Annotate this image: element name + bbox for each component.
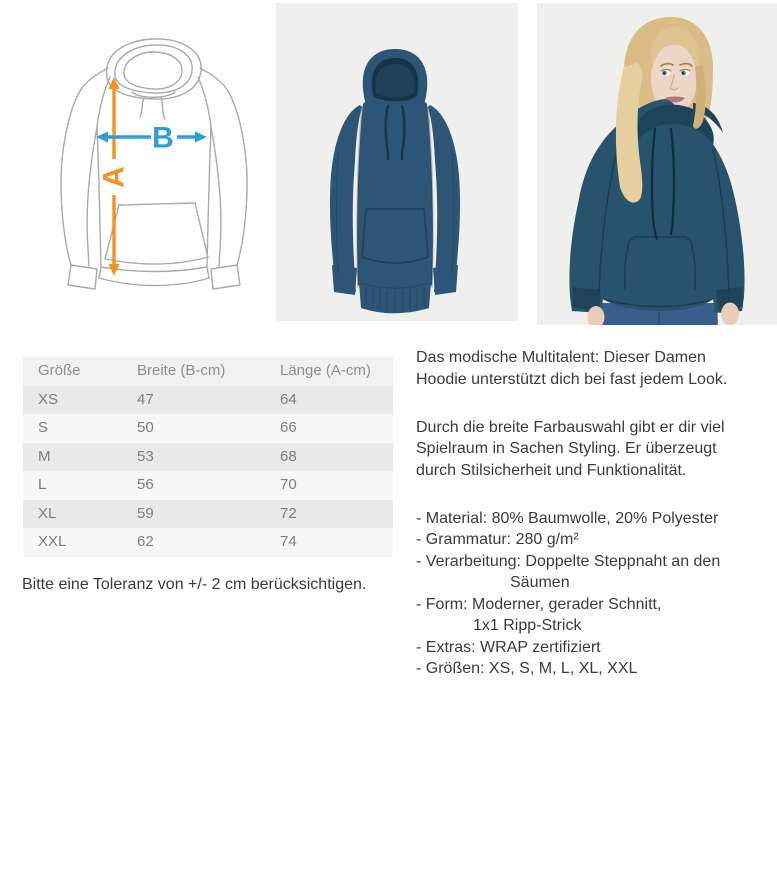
tolerance-note: Bitte eine Toleranz von +/- 2 cm berücksichtigen.: [22, 576, 367, 593]
length-arrowhead-top: [109, 77, 120, 89]
breite-cell: 50: [137, 419, 154, 436]
size-table: [23, 357, 393, 557]
size-diagram-image: [55, 35, 267, 293]
description-line: 1x1 Ripp-Strick: [473, 617, 582, 634]
description-line: Hoodie unterstützt dich bei fast jedem Look.: [416, 370, 728, 388]
size-row-l: [23, 471, 393, 500]
description-line: durch Stilsicherheit und Funktionalität.: [416, 461, 687, 479]
size-row-m: [23, 443, 393, 472]
size-row-xl: [23, 500, 393, 529]
hand-right: [721, 303, 739, 326]
size-cell: L: [38, 476, 47, 493]
description-line: Säumen: [510, 574, 570, 591]
breite-cell: 47: [137, 390, 154, 408]
size-cell: XL: [38, 504, 57, 522]
breite-cell: 53: [137, 447, 154, 465]
size-row-xxl: [23, 528, 393, 557]
length-label: A: [97, 166, 131, 188]
size-table-header: [23, 357, 393, 386]
laenge-cell: 68: [280, 447, 297, 465]
hoodie-outline-drawing: [55, 35, 267, 293]
laenge-cell: 72: [280, 504, 297, 522]
column-header-laenge: Länge (A-cm): [280, 362, 371, 379]
model-product-photo: [537, 3, 777, 325]
column-header-groesse: Größe: [38, 362, 81, 379]
breite-cell: 62: [137, 533, 154, 550]
size-cell: XXL: [38, 533, 67, 550]
column-header-breite: Breite (B-cm): [137, 362, 226, 379]
breite-cell: 59: [137, 504, 154, 522]
size-cell: XS: [38, 390, 59, 408]
description-line: Durch die breite Farbauswahl gibt er dir viel: [416, 418, 725, 436]
laenge-cell: 70: [280, 476, 297, 493]
size-row-xs: [23, 386, 393, 415]
description-line: - Größen: XS, S, M, L, XL, XXL: [416, 660, 638, 677]
description-line: - Form: Moderner, gerader Schnitt,: [416, 595, 662, 613]
size-cell: S: [38, 419, 49, 436]
width-label: B: [152, 121, 174, 155]
laenge-cell: 66: [280, 419, 297, 436]
length-arrow: [98, 77, 131, 276]
description-line: - Material: 80% Baumwolle, 20% Polyester: [416, 509, 719, 527]
breite-cell: 56: [137, 476, 154, 493]
paragraph-gap: [416, 390, 776, 417]
hoodie-outline: [61, 39, 247, 289]
description-line: - Extras: WRAP zertifiziert: [416, 638, 601, 656]
laenge-cell: 64: [280, 390, 297, 408]
description-line: - Grammatur: 280 g/m²: [416, 531, 579, 548]
flat-product-photo: [276, 3, 518, 321]
paragraph-gap: [416, 481, 776, 508]
hood-interior-fold: [375, 64, 414, 98]
laenge-cell: 74: [280, 533, 297, 550]
description-line: Spielraum in Sachen Styling. Er überzeugt: [416, 440, 717, 457]
description-line: - Verarbeitung: Doppelte Steppnaht an den: [416, 552, 721, 570]
product-description: [416, 347, 776, 680]
width-arrowhead-right: [195, 132, 207, 143]
size-row-s: [23, 414, 393, 443]
description-line: Das modische Multitalent: Dieser Damen: [416, 349, 706, 366]
size-cell: M: [38, 447, 51, 465]
